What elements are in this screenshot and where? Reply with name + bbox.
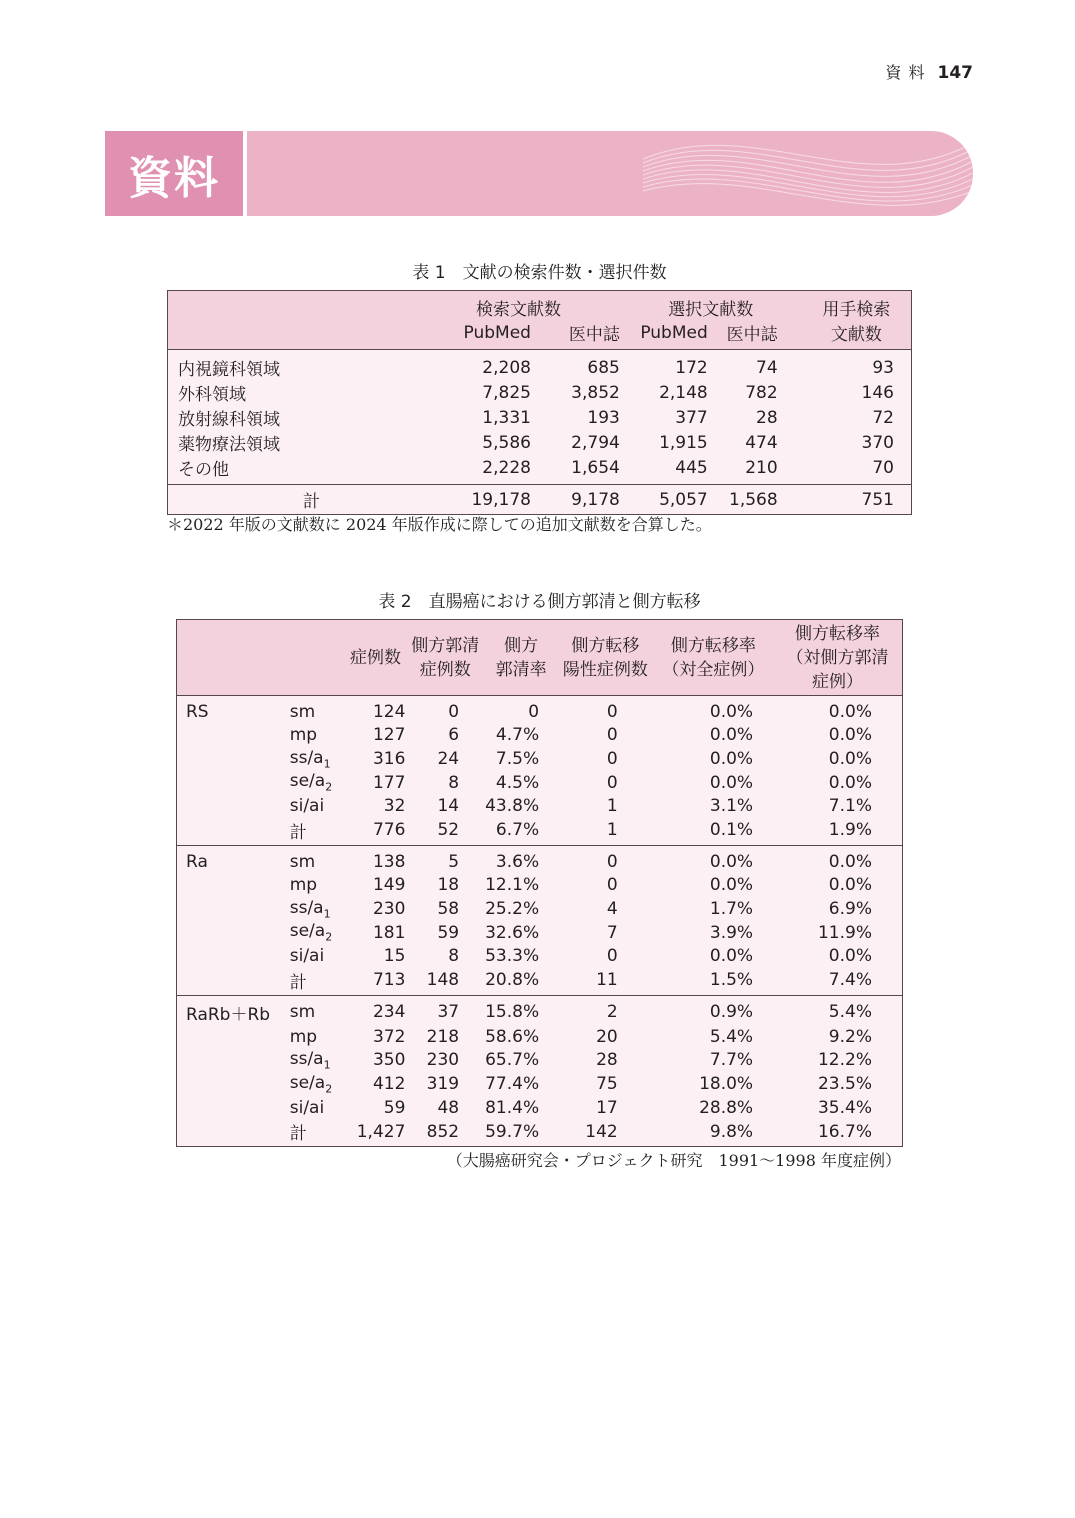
cell-cases: 350 [372, 1050, 406, 1071]
cell-pubmed-search: 2,228 [482, 457, 531, 478]
cell-pubmed-selected: 2,148 [659, 382, 708, 403]
cell-rate: 81.4% [485, 1097, 540, 1118]
cell-rate-all: 0.0% [709, 772, 754, 793]
banner-bar [247, 131, 973, 216]
cell-cases: 776 [372, 820, 406, 841]
depth-subscript: 2 [325, 1082, 333, 1096]
group-label [177, 1119, 286, 1147]
table1-row [168, 430, 912, 455]
cell-pubmed-selected: 172 [675, 357, 708, 378]
table2-row [177, 747, 903, 771]
cell-rate-dissected: 9.2% [828, 1026, 872, 1047]
table2-row [177, 794, 903, 818]
cell-cases: 316 [372, 748, 406, 769]
table1-caption: 表 1 文献の検索件数・選択件数 [412, 263, 667, 283]
table1-row [168, 405, 912, 430]
cell-ichushi-search: 1,654 [571, 457, 620, 478]
cell-dissected: 14 [437, 796, 460, 817]
cell-dissected: 8 [448, 772, 460, 793]
header-manual-search: 用手検索 [822, 300, 891, 320]
depth-label [286, 747, 346, 771]
cell-cases: 32 [383, 796, 406, 817]
depth-label [286, 897, 346, 921]
table1-total-row [168, 485, 912, 515]
group-label [177, 897, 286, 921]
cell-manual-search: 70 [872, 457, 894, 478]
cell-manual-search: 370 [861, 432, 894, 453]
cell-rate: 7.5% [495, 748, 540, 769]
depth-text: sm [289, 1002, 316, 1023]
cell-cases: 230 [372, 898, 406, 919]
depth-label [286, 968, 346, 996]
header-rate-dissected-line2: （対側方郭清 [786, 647, 889, 668]
cell-dissected: 319 [426, 1073, 460, 1094]
cell-dissected: 0 [448, 701, 460, 722]
group-label: RS [186, 701, 209, 722]
cell-positive: 2 [557, 995, 654, 1025]
cell-rate-dissected: 5.4% [773, 995, 902, 1025]
cell-rate-dissected: 6.9% [828, 898, 872, 919]
cell-rate: 12.1% [485, 875, 540, 896]
cell-rate-dissected: 1.9% [828, 820, 872, 841]
cell-rate-all: 18.0% [699, 1073, 754, 1094]
depth-text: si/ai [289, 1097, 325, 1118]
cell-row-label: 内視鏡科領域 [178, 360, 280, 380]
total-pubmed-search: 19,178 [471, 489, 531, 510]
table2-caption: 表 2 直腸癌における側方郭清と側方転移 [378, 592, 701, 612]
cell-rate-all: 0.0% [709, 701, 754, 722]
cell-cases: 149 [372, 875, 406, 896]
table2-row [177, 1072, 903, 1096]
depth-label [286, 1025, 346, 1049]
cell-rate-dissected: 0.0% [828, 946, 872, 967]
chapter-title-box [105, 131, 243, 216]
cell-pubmed-search: 7,825 [482, 382, 531, 403]
table2-row [177, 696, 903, 724]
group-label [177, 1025, 286, 1049]
table2-row [177, 968, 903, 996]
group-label [177, 944, 286, 968]
group-label: RaRb＋Rb [177, 995, 286, 1025]
header-dissection-cases-line1: 側方郭清 [411, 635, 480, 656]
cell-positive: 20 [596, 1026, 618, 1047]
cell-dissected: 5 [405, 845, 485, 873]
total-ichushi-selected: 1,568 [729, 489, 778, 510]
cell-pubmed-search: 1,331 [482, 407, 531, 428]
depth-text: ss/a [289, 897, 324, 918]
header-rate-dissected-line1: 側方転移率 [795, 623, 881, 644]
cell-rate-all: 0.1% [709, 820, 754, 841]
group-label [177, 874, 286, 898]
cell-positive: 28 [596, 1050, 618, 1071]
cell-positive: 0 [606, 748, 618, 769]
depth-label [286, 794, 346, 818]
depth-text: 計 [289, 972, 307, 993]
cell-rate: 43.8% [485, 796, 540, 817]
cell-dissected: 24 [437, 748, 460, 769]
cell-rate-dissected: 35.4% [817, 1097, 872, 1118]
table2-row [177, 771, 903, 795]
cell-rate-all: 3.1% [709, 796, 754, 817]
depth-text: ss/a [289, 1049, 324, 1070]
cell-rate-dissected: 23.5% [817, 1073, 872, 1094]
cell-rate: 20.8% [485, 970, 540, 991]
header-cases-text: 症例数 [349, 647, 401, 668]
cell-manual-search: 93 [872, 357, 894, 378]
cell-rate-all: 0.0% [709, 946, 754, 967]
depth-text: sm [289, 851, 316, 872]
depth-text: 計 [289, 822, 307, 843]
table1-footnote: ＊2022 年版の文献数に 2024 年版作成に際しての追加文献数を合算した。 [167, 515, 712, 534]
banner-wave-decoration [643, 131, 973, 216]
depth-text: mp [289, 725, 318, 746]
cell-rate-dissected: 7.1% [828, 796, 872, 817]
depth-label [286, 874, 346, 898]
cell-positive: 11 [596, 970, 618, 991]
group-label [177, 968, 286, 996]
depth-label [286, 995, 346, 1025]
chapter-banner [105, 131, 973, 216]
cell-cases: 1,427 [356, 1121, 406, 1142]
depth-subscript: 2 [325, 930, 333, 944]
cell-dissected: 59 [437, 922, 460, 943]
depth-label [286, 1049, 346, 1073]
chapter-title: 資料 [128, 152, 220, 204]
cell-cases: 713 [372, 970, 406, 991]
total-pubmed-selected: 5,057 [659, 489, 708, 510]
table2-header-row [177, 620, 903, 696]
cell-rate-dissected: 12.2% [817, 1050, 872, 1071]
header-search-count: 検索文献数 [475, 300, 561, 320]
cell-rate-dissected: 0.0% [828, 725, 872, 746]
cell-rate-all: 0.0% [709, 748, 754, 769]
group-label [177, 921, 286, 945]
cell-row-label: 放射線科領域 [178, 410, 280, 430]
depth-label [286, 818, 346, 846]
cell-rate: 4.7% [495, 725, 540, 746]
cell-manual-search: 146 [861, 382, 894, 403]
table1-header-row-2 [168, 320, 912, 350]
group-label [177, 794, 286, 818]
cell-rate-all: 1.7% [709, 898, 754, 919]
cell-positive: 0 [606, 701, 618, 722]
cell-rate-all: 9.8% [709, 1121, 754, 1142]
depth-label [286, 1072, 346, 1096]
cell-rate-dissected: 0.0% [828, 748, 872, 769]
depth-subscript: 2 [325, 780, 333, 794]
cell-rate: 4.5% [495, 772, 540, 793]
table2-row [177, 845, 903, 873]
cell-rate: 6.7% [495, 820, 540, 841]
table1-row [168, 380, 912, 405]
header-ichushi-search: 医中誌 [568, 325, 620, 345]
cell-rate: 15.8% [485, 995, 557, 1025]
group-label [177, 1049, 286, 1073]
cell-ichushi-search: 193 [587, 407, 620, 428]
cell-row-label: 薬物療法領域 [178, 435, 280, 455]
table2-lateral-dissection [176, 619, 903, 1147]
cell-dissected: 52 [437, 820, 460, 841]
header-selected-count: 選択文献数 [668, 300, 754, 320]
header-pubmed-search: PubMed [463, 322, 531, 343]
group-label [177, 771, 286, 795]
cell-positive: 4 [606, 898, 618, 919]
table2-row [177, 1119, 903, 1147]
header-rate-all-line2: （対全症例） [662, 659, 765, 680]
cell-dissected: 58 [437, 898, 460, 919]
table1-row [168, 455, 912, 485]
cell-rate-all: 28.8% [699, 1097, 754, 1118]
header-manual-count: 文献数 [830, 325, 882, 345]
depth-label [286, 845, 346, 873]
depth-text: se/a [289, 921, 326, 942]
cell-ichushi-search: 2,794 [571, 432, 620, 453]
cell-ichushi-search: 685 [587, 357, 620, 378]
table1-literature-counts [167, 290, 912, 515]
table2-row [177, 874, 903, 898]
cell-dissected: 37 [405, 995, 485, 1025]
header-dissection-cases-line2: 症例数 [419, 659, 471, 680]
depth-subscript: 1 [323, 757, 331, 771]
depth-text: se/a [289, 771, 326, 792]
table2-source: （大腸癌研究会・プロジェクト研究 1991～1998 年度症例） [446, 1151, 901, 1170]
cell-cases: 412 [372, 1073, 406, 1094]
cell-positive: 0 [606, 725, 618, 746]
cell-rate-dissected: 11.9% [817, 922, 872, 943]
cell-pubmed-selected: 1,915 [659, 432, 708, 453]
cell-positive: 0 [557, 845, 654, 873]
total-ichushi-search: 9,178 [571, 489, 620, 510]
cell-pubmed-search: 5,586 [482, 432, 531, 453]
cell-rate: 32.6% [485, 922, 540, 943]
depth-text: si/ai [289, 946, 325, 967]
depth-text: se/a [289, 1072, 326, 1093]
cell-positive: 17 [596, 1097, 618, 1118]
header-cases [346, 620, 406, 696]
depth-text: 計 [289, 1124, 307, 1145]
cell-ichushi-search: 3,852 [571, 382, 620, 403]
header-positive-cases [557, 620, 654, 696]
depth-label [286, 921, 346, 945]
depth-label [286, 696, 346, 724]
depth-label [286, 1119, 346, 1147]
group-label [177, 1072, 286, 1096]
header-dissection-rate [485, 620, 557, 696]
depth-label [286, 1096, 346, 1120]
cell-positive: 1 [606, 820, 618, 841]
cell-rate: 53.3% [485, 946, 540, 967]
page-number: 147 [937, 63, 973, 83]
cell-ichushi-selected: 782 [745, 382, 778, 403]
cell-positive: 0 [606, 946, 618, 967]
cell-dissected: 6 [448, 725, 460, 746]
cell-dissected: 18 [437, 875, 460, 896]
cell-cases: 177 [372, 772, 406, 793]
cell-pubmed-selected: 445 [675, 457, 708, 478]
cell-cases: 372 [372, 1026, 406, 1047]
depth-label [286, 724, 346, 748]
group-label [177, 818, 286, 846]
cell-dissected: 48 [437, 1097, 460, 1118]
header-dissection-rate-line1: 側方 [504, 635, 539, 656]
cell-rate: 3.6% [485, 845, 557, 873]
cell-rate: 77.4% [485, 1073, 540, 1094]
group-label [177, 747, 286, 771]
header-rate-dissected [773, 620, 902, 696]
cell-rate-all: 3.9% [709, 922, 754, 943]
header-rate-all-line1: 側方転移率 [670, 635, 756, 656]
cell-positive: 142 [585, 1121, 618, 1142]
cell-positive: 7 [606, 922, 618, 943]
cell-positive: 1 [606, 796, 618, 817]
depth-text: mp [289, 875, 318, 896]
cell-rate-all: 1.5% [709, 970, 754, 991]
total-manual-search: 751 [861, 489, 894, 510]
cell-rate-dissected: 16.7% [817, 1121, 872, 1142]
group-label [177, 1096, 286, 1120]
cell-dissected: 852 [426, 1121, 460, 1142]
cell-positive: 0 [606, 772, 618, 793]
cell-cases: 181 [372, 922, 406, 943]
cell-dissected: 148 [426, 970, 460, 991]
cell-rate-dissected: 0.0% [828, 772, 872, 793]
table2-row [177, 897, 903, 921]
table2-row [177, 921, 903, 945]
header-rate-dissected-line3: 症例） [812, 671, 864, 692]
cell-rate-dissected: 0.0% [773, 845, 902, 873]
cell-rate-all: 0.0% [654, 845, 773, 873]
depth-label [286, 944, 346, 968]
cell-cases: 59 [383, 1097, 406, 1118]
depth-subscript: 1 [323, 1058, 331, 1072]
cell-dissected: 230 [426, 1050, 460, 1071]
table2-row [177, 1096, 903, 1120]
table2-row [177, 1025, 903, 1049]
header-pubmed-selected: PubMed [640, 322, 708, 343]
table2-row [177, 995, 903, 1025]
depth-text: mp [289, 1026, 318, 1047]
header-rate-all [654, 620, 773, 696]
header-positive-cases-line2: 陽性症例数 [562, 659, 648, 680]
header-dissection-rate-line2: 郭清率 [495, 659, 547, 680]
cell-rate: 59.7% [485, 1121, 540, 1142]
header-positive-cases-line1: 側方転移 [571, 635, 640, 656]
cell-rate-dissected: 0.0% [828, 701, 872, 722]
table1-header-row-1 [168, 291, 912, 321]
cell-rate: 58.6% [485, 1026, 540, 1047]
cell-rate-all: 5.4% [709, 1026, 754, 1047]
total-label: 計 [303, 492, 320, 512]
cell-row-label: 外科領域 [178, 385, 246, 405]
cell-ichushi-selected: 210 [745, 457, 778, 478]
cell-rate: 0 [528, 701, 540, 722]
depth-text: si/ai [289, 796, 325, 817]
depth-text: ss/a [289, 747, 324, 768]
cell-pubmed-search: 2,208 [482, 357, 531, 378]
cell-pubmed-selected: 377 [675, 407, 708, 428]
cell-cases: 127 [372, 725, 406, 746]
group-label: Ra [177, 845, 286, 873]
cell-manual-search: 72 [872, 407, 894, 428]
cell-rate-dissected: 0.0% [828, 875, 872, 896]
cell-cases: 234 [346, 995, 406, 1025]
cell-positive: 75 [596, 1073, 618, 1094]
cell-rate: 65.7% [485, 1050, 540, 1071]
cell-positive: 0 [606, 875, 618, 896]
cell-dissected: 8 [448, 946, 460, 967]
cell-rate: 25.2% [485, 898, 540, 919]
cell-rate-all: 7.7% [709, 1050, 754, 1071]
running-head [885, 60, 973, 83]
table2-row [177, 818, 903, 846]
cell-rate-all: 0.0% [709, 725, 754, 746]
cell-cases: 124 [372, 701, 406, 722]
table2-row [177, 724, 903, 748]
cell-rate-dissected: 7.4% [828, 970, 872, 991]
cell-dissected: 218 [426, 1026, 460, 1047]
group-label [177, 724, 286, 748]
cell-ichushi-selected: 474 [745, 432, 778, 453]
cell-ichushi-selected: 28 [756, 407, 778, 428]
cell-rate-all: 0.9% [654, 995, 773, 1025]
cell-row-label: その他 [178, 460, 229, 480]
table1-row [168, 350, 912, 381]
section-label: 資 料 [885, 63, 926, 82]
table2-row [177, 944, 903, 968]
cell-cases: 138 [346, 845, 406, 873]
header-ichushi-selected: 医中誌 [726, 325, 778, 345]
cell-rate-all: 0.0% [709, 875, 754, 896]
depth-subscript: 1 [323, 907, 331, 921]
cell-ichushi-selected: 74 [756, 357, 778, 378]
depth-label [286, 771, 346, 795]
depth-text: sm [289, 701, 316, 722]
table2-row [177, 1049, 903, 1073]
cell-cases: 15 [383, 946, 406, 967]
header-dissection-cases [405, 620, 485, 696]
